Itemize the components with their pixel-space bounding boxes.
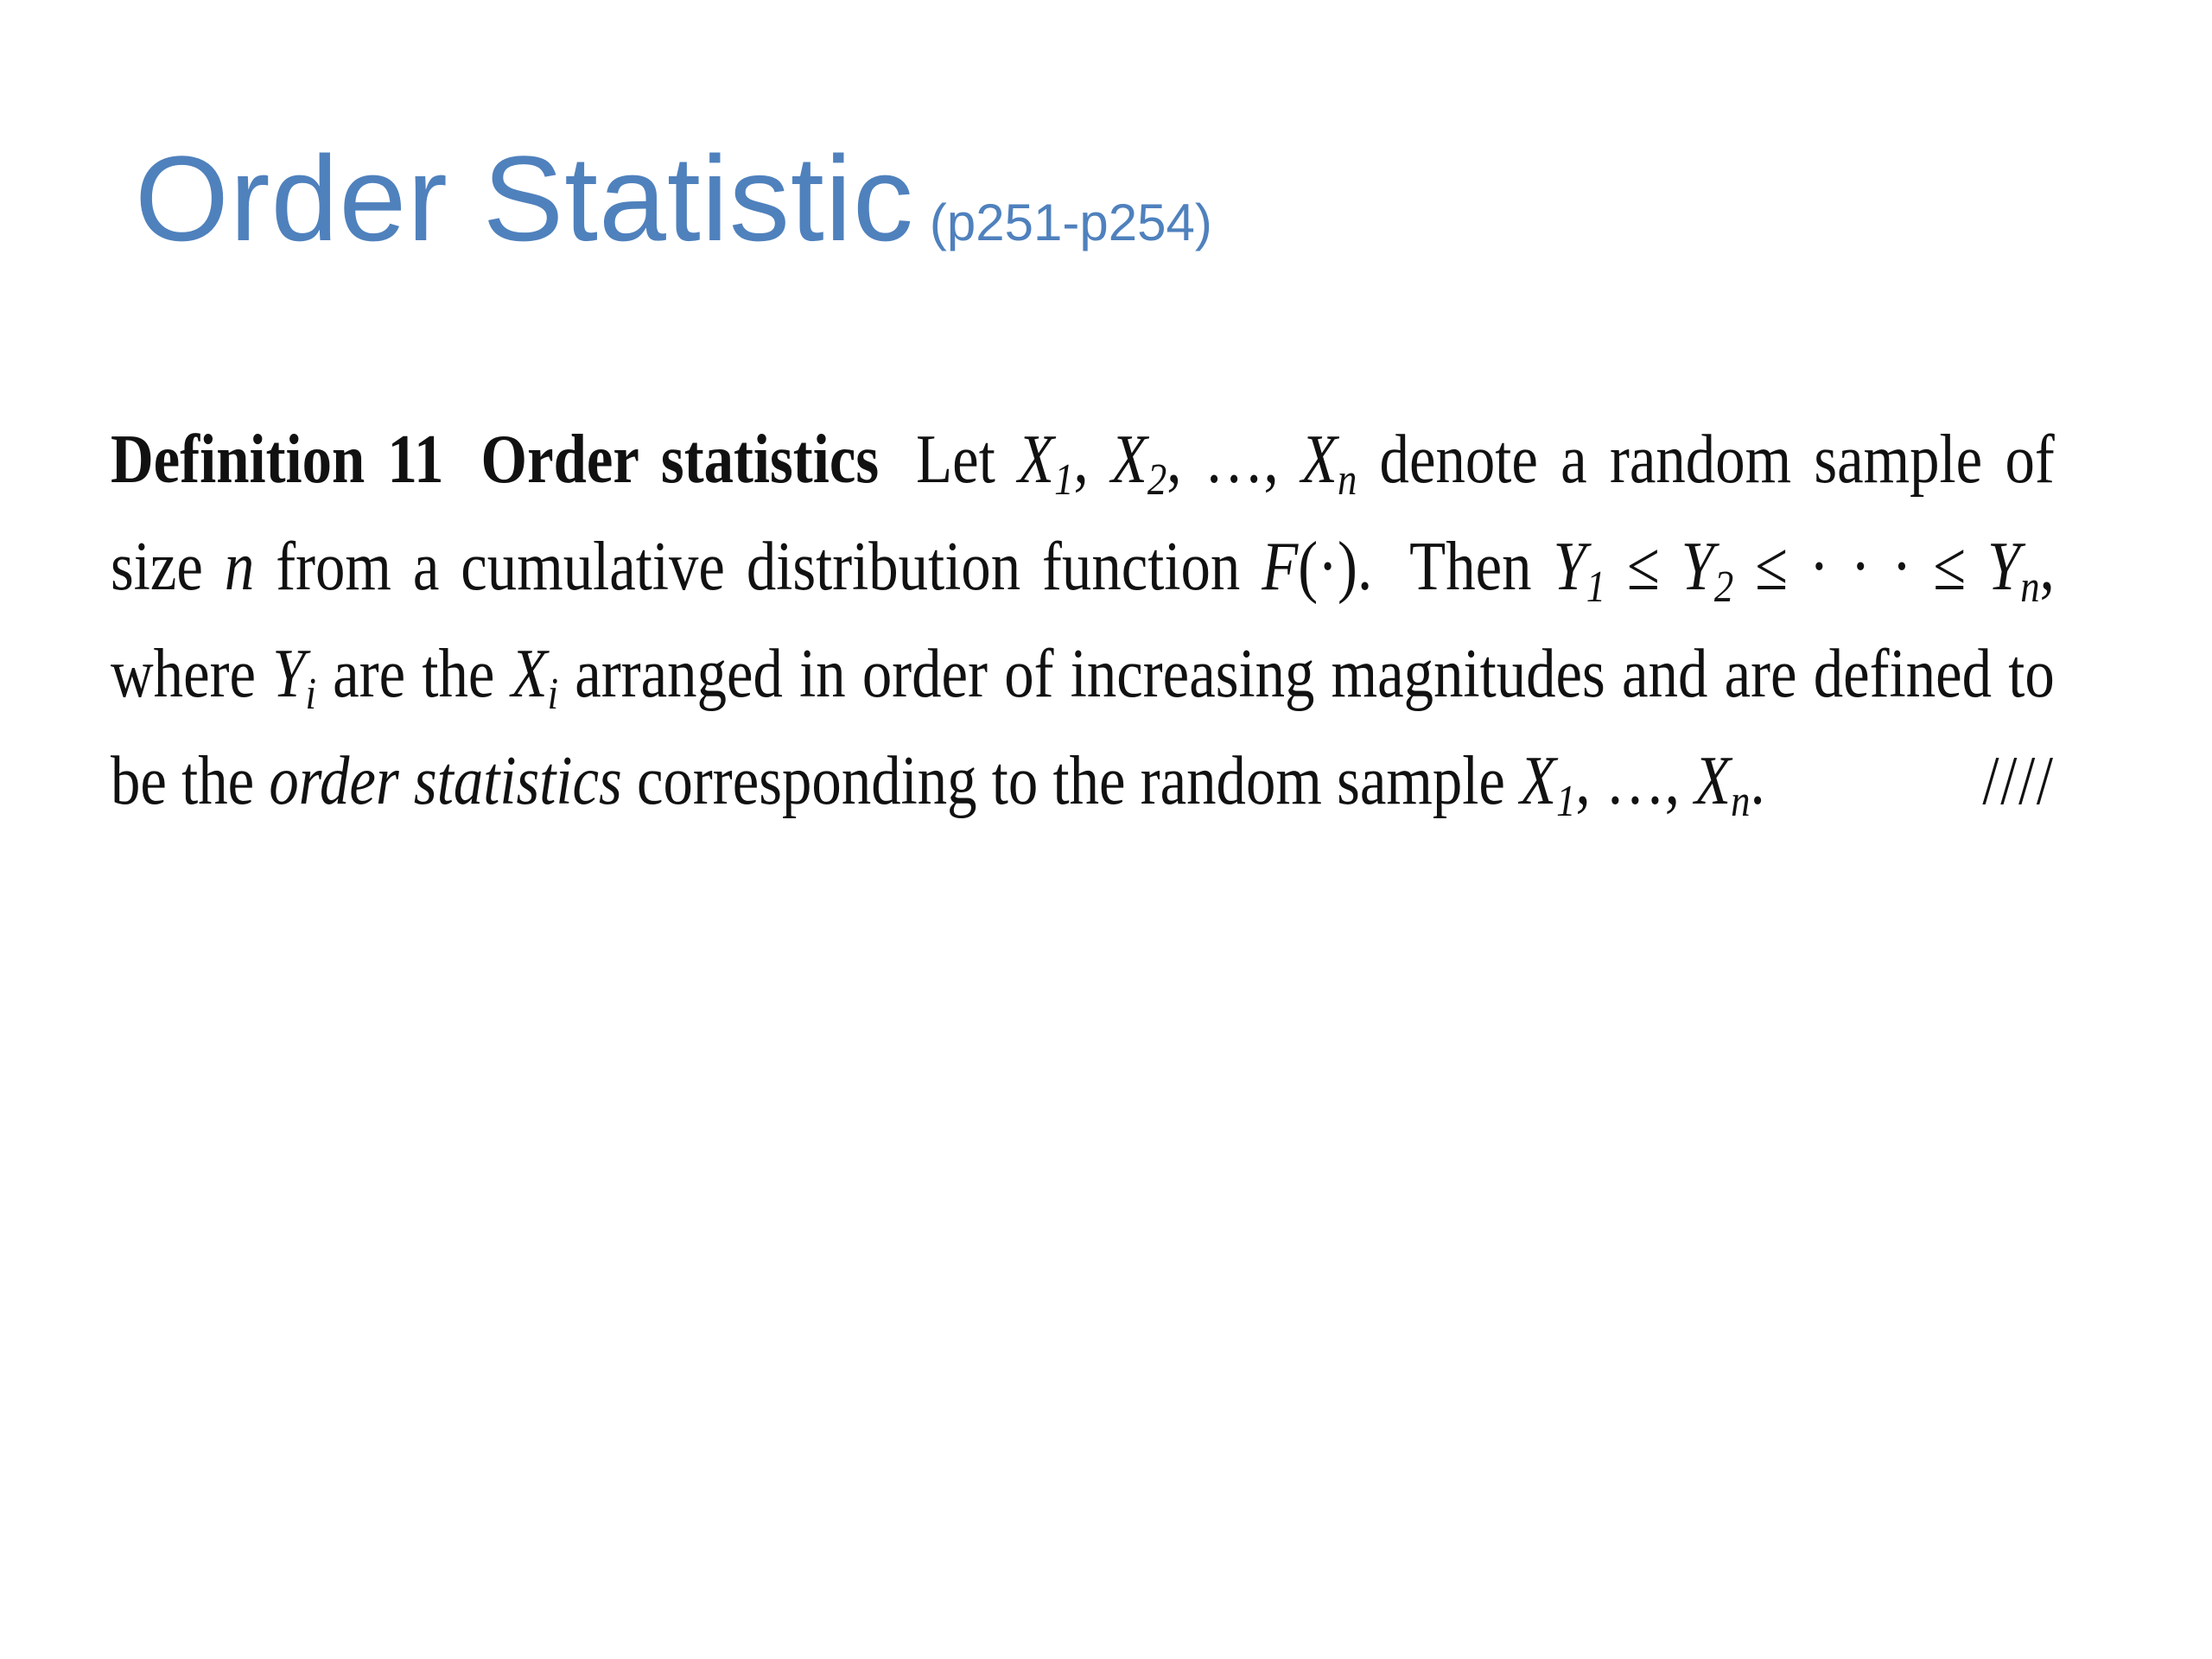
F-argument: (·). [1298, 529, 1373, 605]
text-then: Then [1409, 529, 1532, 605]
definition-term: Order statistics [480, 422, 880, 498]
ellipsis-final: …, [1605, 743, 1680, 819]
text-from: from a cumulative distribution function [276, 529, 1241, 605]
var-xn: $X_n$ [1300, 422, 1357, 505]
ellipsis: …, [1204, 422, 1279, 498]
text-let: Let [916, 422, 995, 498]
final-period: . [1750, 743, 1765, 819]
var-y2: $Y_2$ [1681, 529, 1734, 612]
var-x1: $X_1$ [1018, 422, 1074, 505]
leq-2: ≤ [1755, 529, 1788, 605]
var-n: n [224, 529, 255, 605]
emphasis-order-statistics: order statistics [269, 743, 622, 819]
var-F: F [1262, 529, 1299, 605]
var-yn: $Y_n$ [1987, 529, 2040, 612]
text-denote: denote a random sample of size [111, 422, 2055, 605]
var-y1: $Y_1$ [1553, 529, 1606, 612]
var-xn-final: $X_n$ [1694, 743, 1751, 826]
slide-title [135, 130, 1212, 266]
var-yi: $Y_i$ [272, 636, 316, 719]
text-where: , where [111, 529, 2055, 712]
center-dots: · · · [1808, 529, 1912, 605]
text-arranged: arranged in order of increasing magnitudes and are defined to be the [111, 636, 2055, 819]
title-page-range: (p251-p254) [929, 194, 1212, 251]
text-corresponding: corresponding to the random sample [636, 743, 1505, 819]
leq-3: ≤ [1933, 529, 1967, 605]
var-x2: $X_2$ [1110, 422, 1167, 505]
var-xi: $X_i$ [511, 636, 559, 719]
title-text: Order Statistic [135, 130, 914, 266]
var-x1-final: $X_1$ [1520, 743, 1576, 826]
end-of-definition-mark: //// [1982, 743, 2055, 819]
definition-label: Definition 11 [111, 422, 444, 498]
text-are-the: are the [333, 636, 495, 712]
definition-block: Definition 11 Order statistics Let $X_1$, $X_2$, …, $X_n$ denote a random sample of size n from a cumulative distribution function F(·). Then $Y_1 \le Y_2$ ≤ · · · ≤ $Y_n$, where $Y_i$ are the $X_i$ arranged in order of increasing magnitudes and are defined to be the order statistics corresponding to the random sample $X_1$, …, $X_n$. //// [111, 406, 2055, 835]
leq-1: ≤ [1626, 529, 1660, 605]
